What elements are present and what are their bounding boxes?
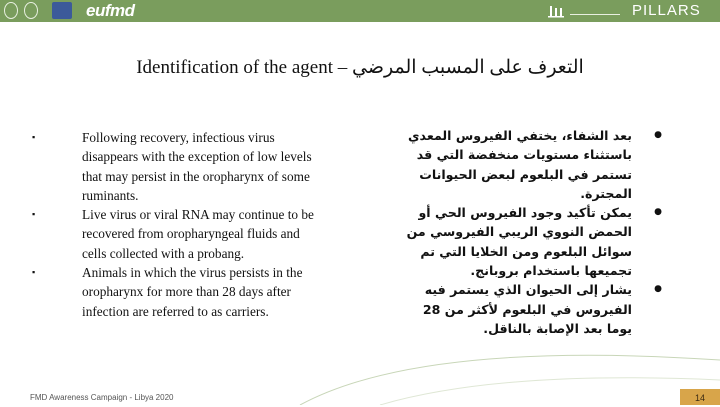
- emblem-logo-icon: [24, 2, 38, 19]
- english-bullet-item: ▪ Live virus or viral RNA may continue to be recovered from oropharyngeal fluids and cells collected with a probang.: [32, 205, 316, 263]
- page-number: 14: [680, 389, 720, 405]
- footer-campaign: FMD Awareness Campaign - Libya 2020: [30, 393, 174, 402]
- english-bullet-item: ▪ Animals in which the virus persists in the oropharynx for more than 28 days after infection are referred to as carriers.: [32, 263, 316, 321]
- english-bullet-item: ▪ Following recovery, infectious virus disappears with the exception of low levels that may persist in the oropharynx of some ruminants.: [32, 128, 316, 205]
- fao-logo-icon: [4, 2, 18, 19]
- arabic-bullet-item: ● يمكن تأكيد وجود الفيروس الحي أو الحمض النووي الريبي الفيروسي من سوائل البلعوم ومن الخلايا التي تم تجميعها باستخدام بروبانج.: [406, 203, 650, 280]
- header-bar: [0, 0, 720, 22]
- arabic-bullet-item: ● يشار إلى الحيوان الذي يستمر فيه الفيروس في البلعوم لأكثر من 28 يوما بعد الإصابة بالناقل.: [406, 280, 650, 338]
- pillars-logo: PILLARS: [632, 2, 701, 19]
- pillars-emblem-icon: [548, 3, 624, 19]
- slide-title: Identification of the agent – التعرف على المسبب المرضي: [136, 57, 584, 78]
- eufmd-logo: eufmd: [86, 1, 135, 20]
- eu-flag-icon: [52, 2, 72, 19]
- english-bullet-list: [32, 128, 316, 321]
- arabic-bullet-item: ● بعد الشفاء، يختفي الفيروس المعدي باستثناء مستويات منخفضة التي قد تستمر في البلعوم لبعض الحيوانات المجترة.: [406, 126, 650, 203]
- decorative-curve-icon: [0, 300, 720, 405]
